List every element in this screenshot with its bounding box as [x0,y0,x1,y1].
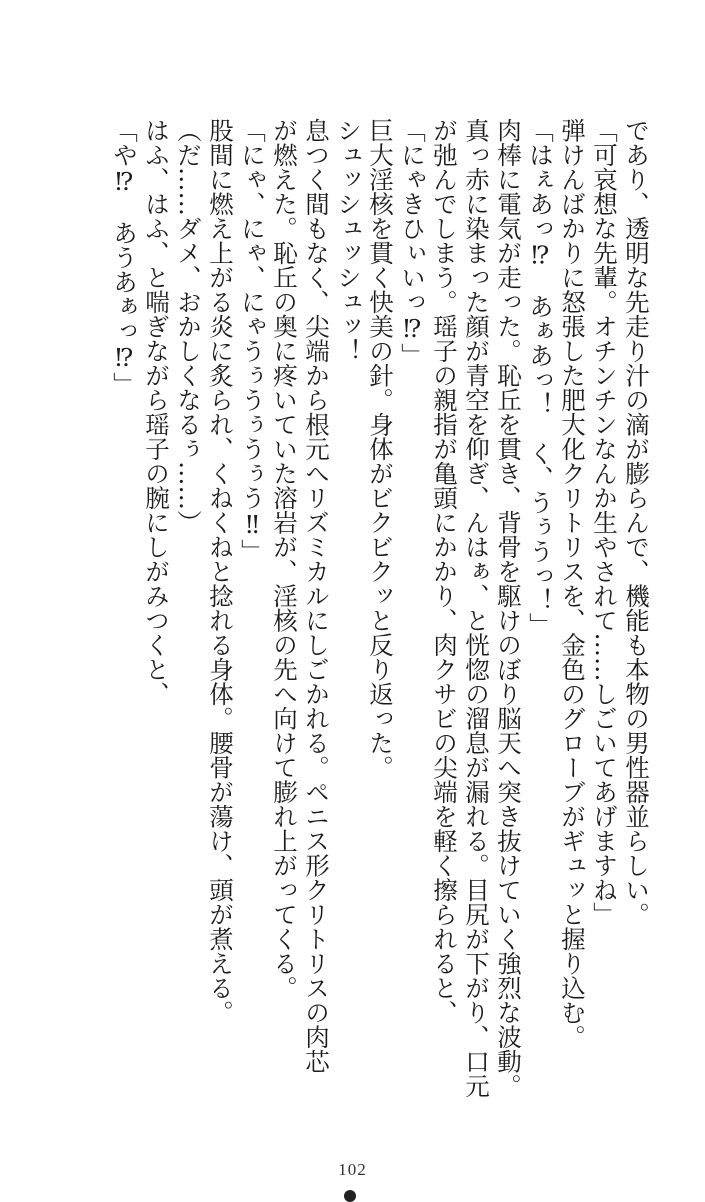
text-line: 息つく間もなく、尖端から根元へリズミカルにしごかれる。ペニス形クリトリスの肉芯 [302,118,331,1074]
page-number: 102 [338,1160,367,1179]
novel-text-block [52,118,652,1123]
text-line: 「にゃ、にゃ、にゃうぅうぅうぅう‼」 [238,118,267,564]
text-line: 股間に燃え上がる炎に炙られ、くねくねと捻れる身体。腰骨が蕩け、頭が煮える。 [206,118,235,1025]
text-line: であり、透明な先走り汁の滴が膨らんで、機能も本物の男性器並らしい。 [622,118,651,927]
page-dot-marker [344,1190,356,1202]
text-line: 肉棒に電気が走った。恥丘を貫き、背骨を駆けのぼり脳天へ突き抜けていく強烈な波動。 [494,118,523,1098]
text-line: 巨大淫核を貫く快美の針。身体がビクビクッと反り返った。 [366,118,395,780]
text-line: （だ……ダメ、おかしくなるぅ……） [174,118,203,535]
text-line: 真っ赤に染まった顔が青空を仰ぎ、んはぁ、と恍惚の溜息が漏れる。目尻が下がり、口元 [462,118,491,1098]
text-line: 「や⁉ あうあぁっ⁉」 [110,118,139,397]
text-line: はふ、はふ、と喘ぎながら瑶子の腕にしがみつくと、 [142,118,171,706]
text-line: 「はぇあっ⁉ あぁあっ！ く、うぅうっ！」 [526,118,555,637]
text-line: 「可哀想な先輩。オチンチンなんか生やされて……しごいてあげますね」 [590,118,619,927]
text-line: シュッシュッシュッ！ [334,118,363,363]
text-line: 弾けんばかりに怒張した肥大化クリトリスを、金色のグローブがギュッと握り込む。 [558,118,587,1049]
text-line: が弛んでしまう。瑶子の親指が亀頭にかかり、肉クサビの尖端を軽く擦られると、 [430,118,459,1025]
text-line: が燃えた。恥丘の奥に疼いていた溶岩が、淫核の先へ向けて膨れ上がってくる。 [270,118,299,1000]
text-line: 「にゃきひぃいっ⁉」 [398,118,427,368]
